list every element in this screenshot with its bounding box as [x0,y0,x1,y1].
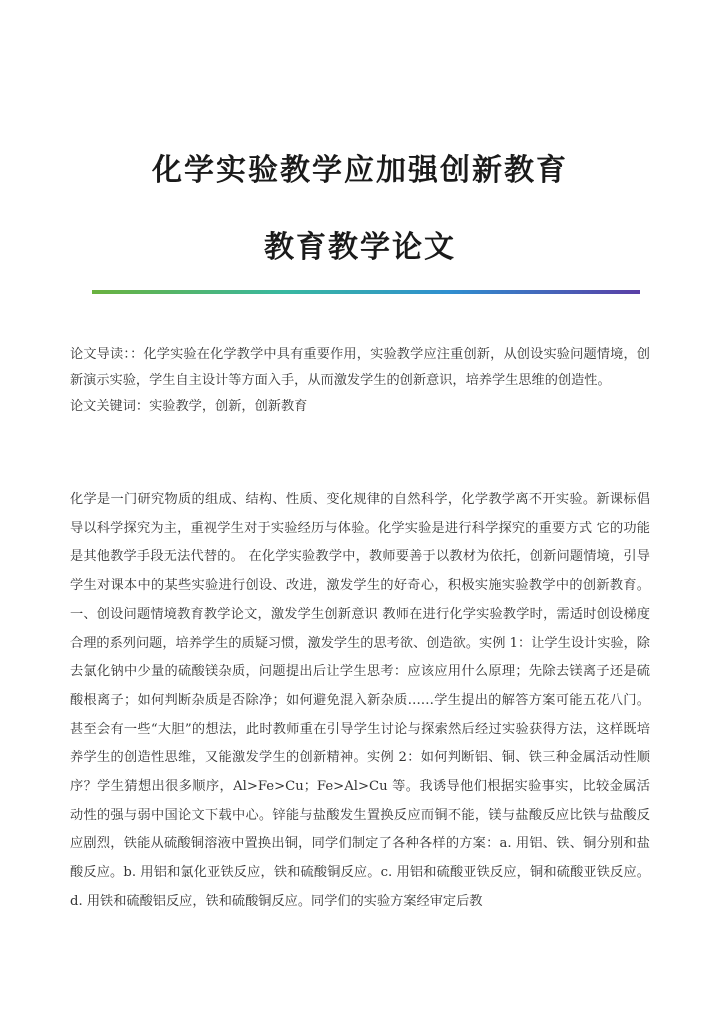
abstract-text: 论文导读：：化学实验在化学教学中具有重要作用，实验教学应注重创新，从创设实验问题情境，创新演示实验，学生自主设计等方面入手，从而激发学生的创新意识，培养学生思维的创造性。 [70,347,650,388]
title-line-2: 教育教学论文 [264,230,456,265]
body-paragraph: 化学是一门研究物质的组成、结构、性质、变化规律的自然科学，化学教学离不开实验。新课标倡导以科学探究为主，重视学生对于实验经历与体验。化学实验是进行科学探究的重要方式 它的功能是其他教学手段无法代替的。 在化学实验教学中，教师要善于以教材为依托，创新问题情境，引导学生对课本中的某些实验进行创设、改进，激发学生的好奇心，积极实施实验教学中的创新教育。 一、创设问题情境教育教学论文，激发学生创新意识 教师在进行化学实验教学时，需适时创设梯度合理的系列问题，培养学生的质疑习惯，激发学生的思考欲、创造欲。实例 1：让学生设计实验，除去氯化钠中少量的硫酸镁杂质，问题提出后让学生思考：应该应用什么原理；先除去镁离子还是硫酸根离子；如何判断杂质是否除净；如何避免混入新杂质……学生提出的解答方案可能五花八门。甚至会有一些“大胆”的想法，此时教师重在引导学生讨论与探索然后经过实验获得方法，这样既培养学生的创造性思维，又能激发学生的创新精神。实例 2：如何判断铝、铜、铁三种金属活动性顺序？学生猜想出很多顺序，Al>Fe>Cu；Fe>Al>Cu 等。我诱导他们根据实验事实，比较金属活动性的强与弱中国论文下载中心。锌能与盐酸发生置换反应而铜不能，镁与盐酸反应比铁与盐酸反应剧烈，铁能从硫酸铜溶液中置换出铜，同学们制定了各种各样的方案：a. 用铝、铁、铜分别和盐酸反应。b. 用铝和氯化亚铁反应，铁和硫酸铜反应。c. 用铝和硫酸亚铁反应，铜和硫酸亚铁反应。d. 用铁和硫酸铝反应，铁和硫酸铜反应。同学们的实验方案经审定后教 [70,492,650,909]
abstract-section [70,342,650,420]
title-divider [92,290,640,294]
title-line-1: 化学实验教学应加强创新教育 [152,153,568,188]
keywords-text: 论文关键词：实验教学，创新，创新教育 [70,399,308,414]
body-section [70,486,650,917]
